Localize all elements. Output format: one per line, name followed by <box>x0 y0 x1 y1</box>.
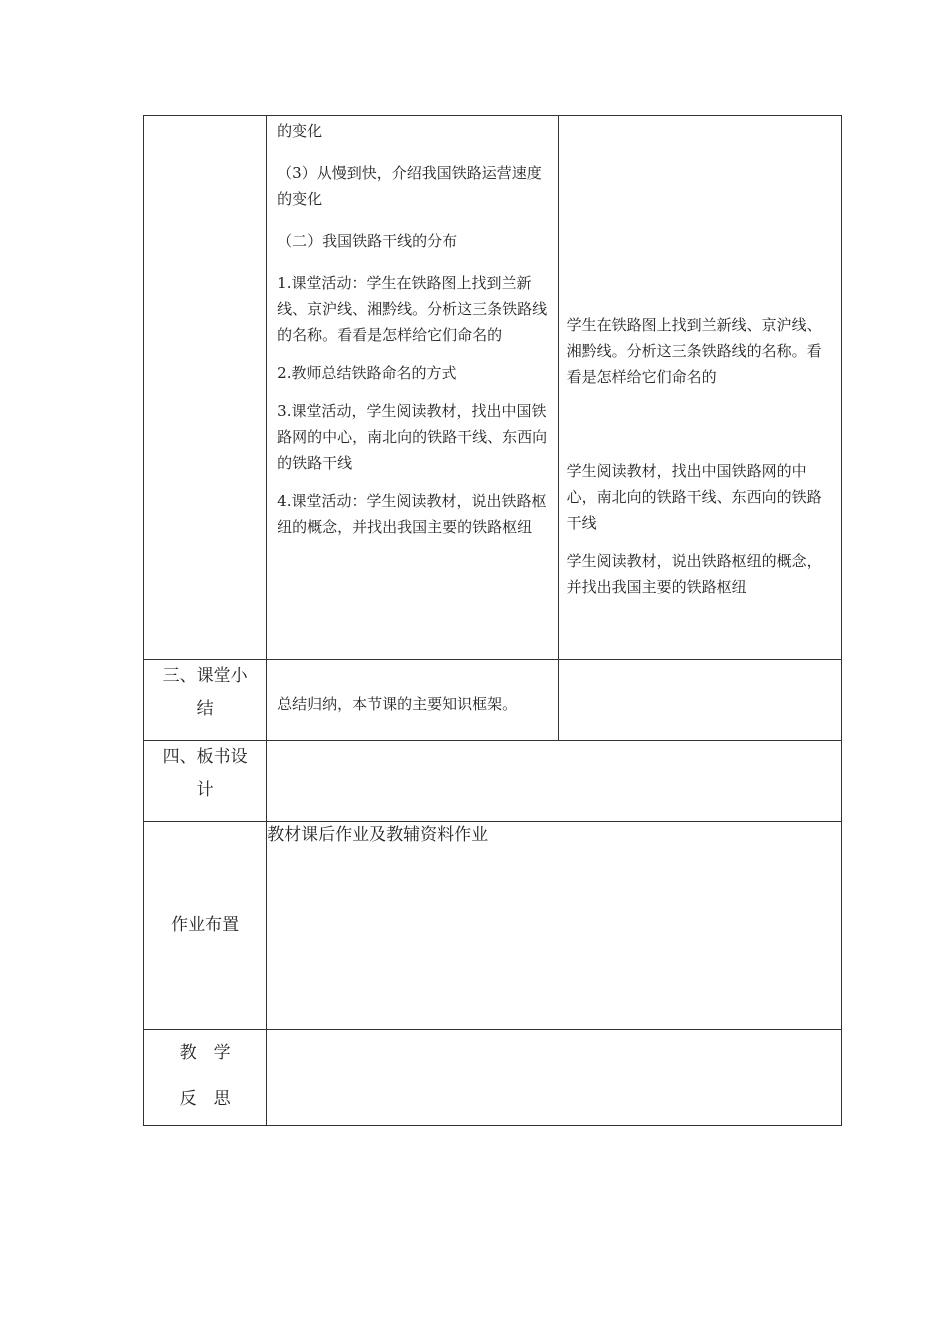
board-design-label-text: 四、板书设计 <box>162 747 248 800</box>
homework-label-text: 作业布置 <box>171 915 240 935</box>
lesson-plan-table <box>143 115 842 1126</box>
summary-content: 总结归纳，本节课的主要知识框架。 <box>277 695 518 713</box>
paragraph-speed: （3）从慢到快，介绍我国铁路运营速度的变化 <box>277 164 542 208</box>
summary-row <box>144 660 842 741</box>
homework-content-cell <box>267 822 842 1030</box>
reflection-label-line2: 反 思 <box>179 1089 231 1109</box>
reflection-label-line1: 教 学 <box>179 1043 231 1063</box>
homework-content: 教材课后作业及教辅资料作业 <box>267 825 489 845</box>
student-paragraph-3: 学生阅读教材，说出铁路枢纽的概念，并找出我国主要的铁路枢纽 <box>566 552 822 596</box>
summary-label-text: 三、课堂小结 <box>162 666 248 719</box>
student-paragraph-1: 学生在铁路图上找到兰新线、京沪线、湘黔线。分析这三条铁路线的名称。看看是怎样给它们命名的 <box>566 316 822 386</box>
summary-content-cell <box>267 660 558 741</box>
reflection-content-cell <box>267 1030 842 1126</box>
reflection-row <box>144 1030 842 1126</box>
paragraph-activity-3: 3.课堂活动，学生阅读教材，找出中国铁路网的中心，南北向的铁路干线、东西向的铁路干线 <box>277 402 548 472</box>
paragraph-change: 的变化 <box>277 122 323 140</box>
teacher-activities-cell <box>267 116 558 660</box>
summary-empty-cell <box>558 660 841 741</box>
board-design-label <box>144 741 267 822</box>
board-design-content-cell <box>267 741 842 822</box>
student-paragraph-2: 学生阅读教材，找出中国铁路网的中心，南北向的铁路干线、东西向的铁路干线 <box>566 462 822 532</box>
homework-label <box>144 822 267 1030</box>
student-activities-cell <box>558 116 841 660</box>
activities-label-cell <box>144 116 267 660</box>
paragraph-activity-2: 2.教师总结铁路命名的方式 <box>277 364 457 382</box>
paragraph-section-two: （二）我国铁路干线的分布 <box>277 232 458 250</box>
paragraph-activity-4: 4.课堂活动：学生阅读教材，说出铁路枢纽的概念，并找出我国主要的铁路枢纽 <box>277 492 547 536</box>
homework-row <box>144 822 842 1030</box>
activities-row <box>144 116 842 660</box>
paragraph-activity-1: 1.课堂活动：学生在铁路图上找到兰新线、京沪线、湘黔线。分析这三条铁路线的名称。看看是怎样给它们命名的 <box>277 274 548 344</box>
summary-label <box>144 660 267 741</box>
board-design-row <box>144 741 842 822</box>
reflection-label <box>144 1030 267 1126</box>
